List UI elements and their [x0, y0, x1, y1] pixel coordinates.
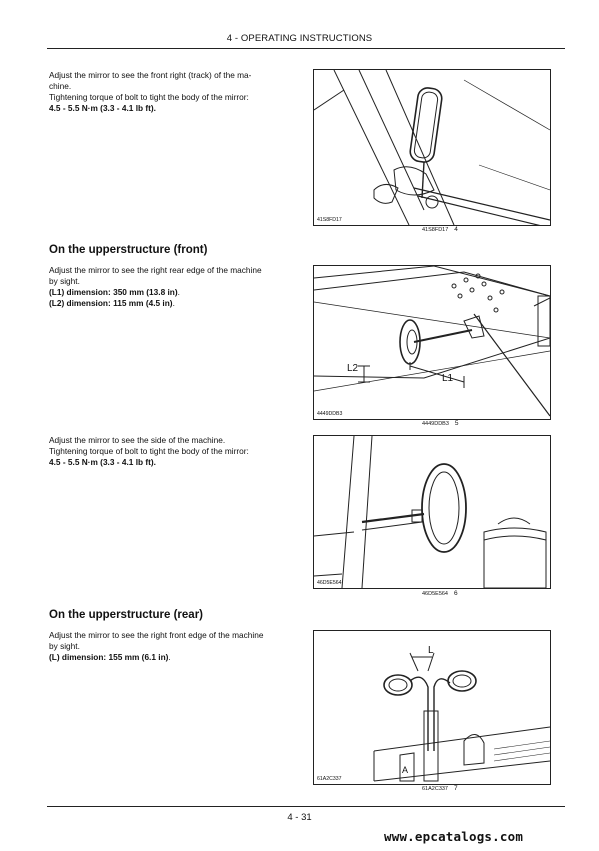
page-header-title: 4 - OPERATING INSTRUCTIONS — [226, 33, 373, 44]
figure-7-caption — [422, 785, 458, 792]
text-line: Tightening torque of bolt to tight the body of the mirror: — [49, 92, 249, 102]
text-line: Adjust the mirror to see the right rear edge of the machine — [49, 265, 262, 275]
header-rule — [47, 48, 565, 49]
figure-4-mirror-front-right — [313, 69, 551, 226]
torque-value: 4.5 - 5.5 N·m (3.3 - 4.1 lb ft). — [49, 457, 156, 467]
figure-5-upperstructure-front — [313, 265, 551, 420]
footer-rule — [47, 806, 565, 807]
figure-code: 61A2C337 — [317, 776, 342, 782]
caption-code: 41S8FD17 — [422, 227, 449, 233]
torque-value: 4.5 - 5.5 N·m (3.3 - 4.1 lb ft). — [49, 103, 156, 113]
label-l1: L1 — [442, 373, 454, 384]
section-heading-front: On the upperstructure (front) — [49, 244, 208, 256]
dimension-l: (L) dimension: 155 mm (6.1 in). — [49, 652, 171, 662]
figure-6-caption — [422, 590, 458, 597]
section-heading-rear: On the upperstructure (rear) — [49, 609, 203, 621]
text-line: chine. — [49, 81, 72, 91]
figure-number: 6 — [454, 590, 458, 597]
figure-code: 41S8FD17 — [317, 217, 342, 223]
figure-7-upperstructure-rear — [313, 630, 551, 785]
dimension-l2: (L2) dimension: 115 mm (4.5 in). — [49, 298, 175, 308]
label-a: A — [402, 765, 409, 775]
caption-code: 61A2C337 — [422, 786, 448, 792]
watermark-text: www.epcatalogs.com — [384, 829, 524, 844]
figure-number: 4 — [454, 226, 458, 233]
label-l: L — [428, 645, 434, 656]
figure-6-mirror-side — [313, 435, 551, 589]
caption-code: 46D5E564 — [422, 591, 448, 597]
caption-code: 4449DDB3 — [422, 421, 449, 427]
torque-spec — [49, 103, 311, 114]
text-line: by sight. — [49, 276, 80, 286]
upperstructure-illustration — [314, 266, 550, 419]
section-2-text — [49, 265, 311, 309]
mirror-illustration — [314, 70, 550, 225]
figure-5-caption — [422, 420, 459, 427]
section-3-text — [49, 435, 311, 468]
figure-code: 46D5E564 — [317, 580, 342, 586]
figure-number: 5 — [454, 420, 459, 427]
section-4-text — [49, 630, 311, 663]
figure-number: 7 — [454, 785, 458, 792]
figure-4-caption — [422, 226, 458, 233]
page-number: 4 - 31 — [287, 812, 312, 823]
text-line: Adjust the mirror to see the side of the machine. — [49, 435, 226, 445]
text-line: by sight. — [49, 641, 80, 651]
text-line: Adjust the mirror to see the front right (track) of the ma- — [49, 70, 252, 80]
text-line: Adjust the mirror to see the right front edge of the machine — [49, 630, 264, 640]
torque-spec — [49, 457, 311, 468]
figure-code: 4449DDB3 — [317, 411, 343, 417]
side-mirror-illustration — [314, 436, 550, 588]
label-l2: L2 — [347, 363, 359, 374]
text-line: Tightening torque of bolt to tight the body of the mirror: — [49, 446, 249, 456]
dimension-l1: (L1) dimension: 350 mm (13.8 in). — [49, 287, 180, 297]
section-1-text — [49, 70, 311, 114]
